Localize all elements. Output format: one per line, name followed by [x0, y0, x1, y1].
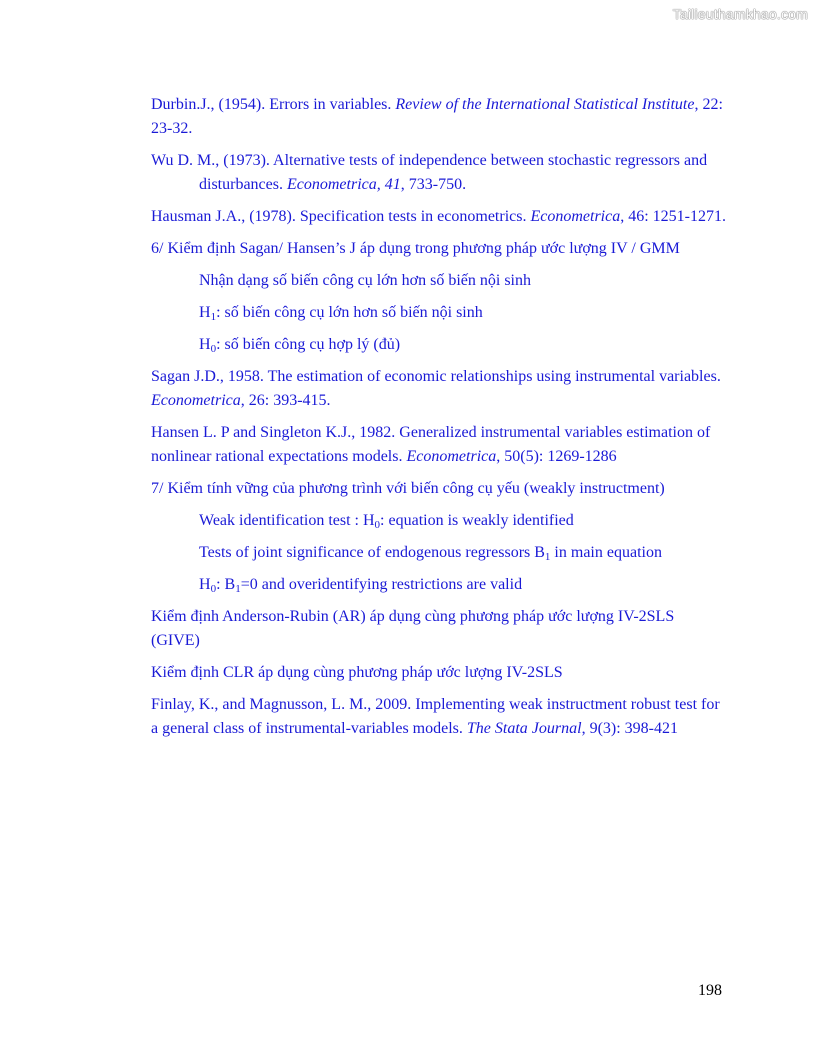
- joint-significance-line: [151, 541, 726, 565]
- subscript: 1: [544, 551, 551, 563]
- ref-details: , 22: 23-32.: [151, 96, 723, 137]
- journal-name: Econometrica: [151, 392, 241, 409]
- ref-text: Finlay, K., and Magnusson, L. M., 2009. Implementing weak instructment robust test for a general class of instrumental-variables models.: [151, 696, 720, 737]
- anderson-rubin-line: Kiểm định Anderson-Rubin (AR) áp dụng cùng phương pháp ước lượng IV-2SLS (GIVE): [151, 608, 675, 649]
- subscript: 0: [374, 519, 381, 531]
- h-letter: H: [199, 336, 211, 353]
- subscript: 0: [210, 583, 217, 595]
- ref-details: , 50(5): 1269-1286: [496, 448, 617, 465]
- journal-name: Econometrica, 41: [286, 176, 401, 193]
- subscript: 1: [235, 583, 241, 595]
- reference-sagan: [151, 365, 726, 413]
- section-6-heading: 6/ Kiểm định Sagan/ Hansen’s J áp dụng trong phương pháp ước lượng IV / GMM: [151, 240, 680, 257]
- journal-name: The Stata Journal: [466, 720, 582, 737]
- ref-text: Sagan J.D., 1958. The estimation of economic relationships using instrumental variables.: [151, 368, 721, 385]
- hypothesis-text: : số biến công cụ hợp lý (đủ): [216, 336, 401, 353]
- line-text: : B: [216, 576, 236, 593]
- reference-hausman: [151, 205, 726, 229]
- ref-details: , 26: 393-415.: [240, 392, 331, 409]
- line-text: : equation is weakly identified: [380, 512, 574, 529]
- weak-identification-line: [151, 509, 726, 533]
- hypothesis-h0: [151, 333, 726, 357]
- watermark: Tailieuthamkhao.com: [672, 6, 808, 22]
- ref-details: , 733-750.: [400, 176, 467, 193]
- h-letter: H: [199, 576, 211, 593]
- ref-text: Durbin.J., (1954). Errors in variables.: [151, 96, 396, 113]
- subscript: 1: [210, 311, 217, 323]
- section-7-heading: 7/ Kiểm tính vững của phương trình với biến công cụ yếu (weakly instructment): [151, 480, 665, 497]
- ref-details: , 46: 1251-1271.: [620, 208, 726, 225]
- h0-restrictions-line: [151, 573, 726, 597]
- reference-durbin: [151, 93, 726, 141]
- journal-name: Econometrica: [406, 448, 497, 465]
- identification-line: Nhận dạng số biến công cụ lớn hơn số biến nội sinh: [199, 272, 531, 289]
- line-text: =0 and overidentifying restrictions are valid: [240, 576, 523, 593]
- hypothesis-text: : số biến công cụ lớn hơn số biến nội sinh: [216, 304, 483, 321]
- h-letter: H: [199, 304, 211, 321]
- line-text: Tests of joint significance of endogenous regressors B: [199, 544, 545, 561]
- line-text: Weak identification test : H: [199, 512, 375, 529]
- journal-name: Review of the International Statistical Institute: [395, 96, 695, 113]
- ref-text: Wu D. M., (1973). Alternative tests of independence between stochastic regressors and disturbances.: [151, 152, 708, 193]
- clr-line: Kiểm định CLR áp dụng cùng phương pháp ước lượng IV-2SLS: [151, 664, 563, 681]
- line-text: in main equation: [550, 544, 662, 561]
- ref-text: Hansen L. P and Singleton K.J., 1982. Generalized instrumental variables estimation of nonlinear rational expectations models.: [151, 424, 711, 465]
- hypothesis-h1: [151, 301, 726, 325]
- journal-name: Econometrica: [530, 208, 621, 225]
- reference-finlay: [151, 693, 726, 741]
- ref-text: Hausman J.A., (1978). Specification tests in econometrics.: [151, 208, 531, 225]
- reference-wu: [151, 149, 726, 197]
- subscript: 0: [210, 343, 217, 355]
- page-content: [151, 93, 726, 749]
- ref-details: , 9(3): 398-421: [581, 720, 678, 737]
- reference-hansen: [151, 421, 726, 469]
- page-number: 198: [698, 982, 722, 999]
